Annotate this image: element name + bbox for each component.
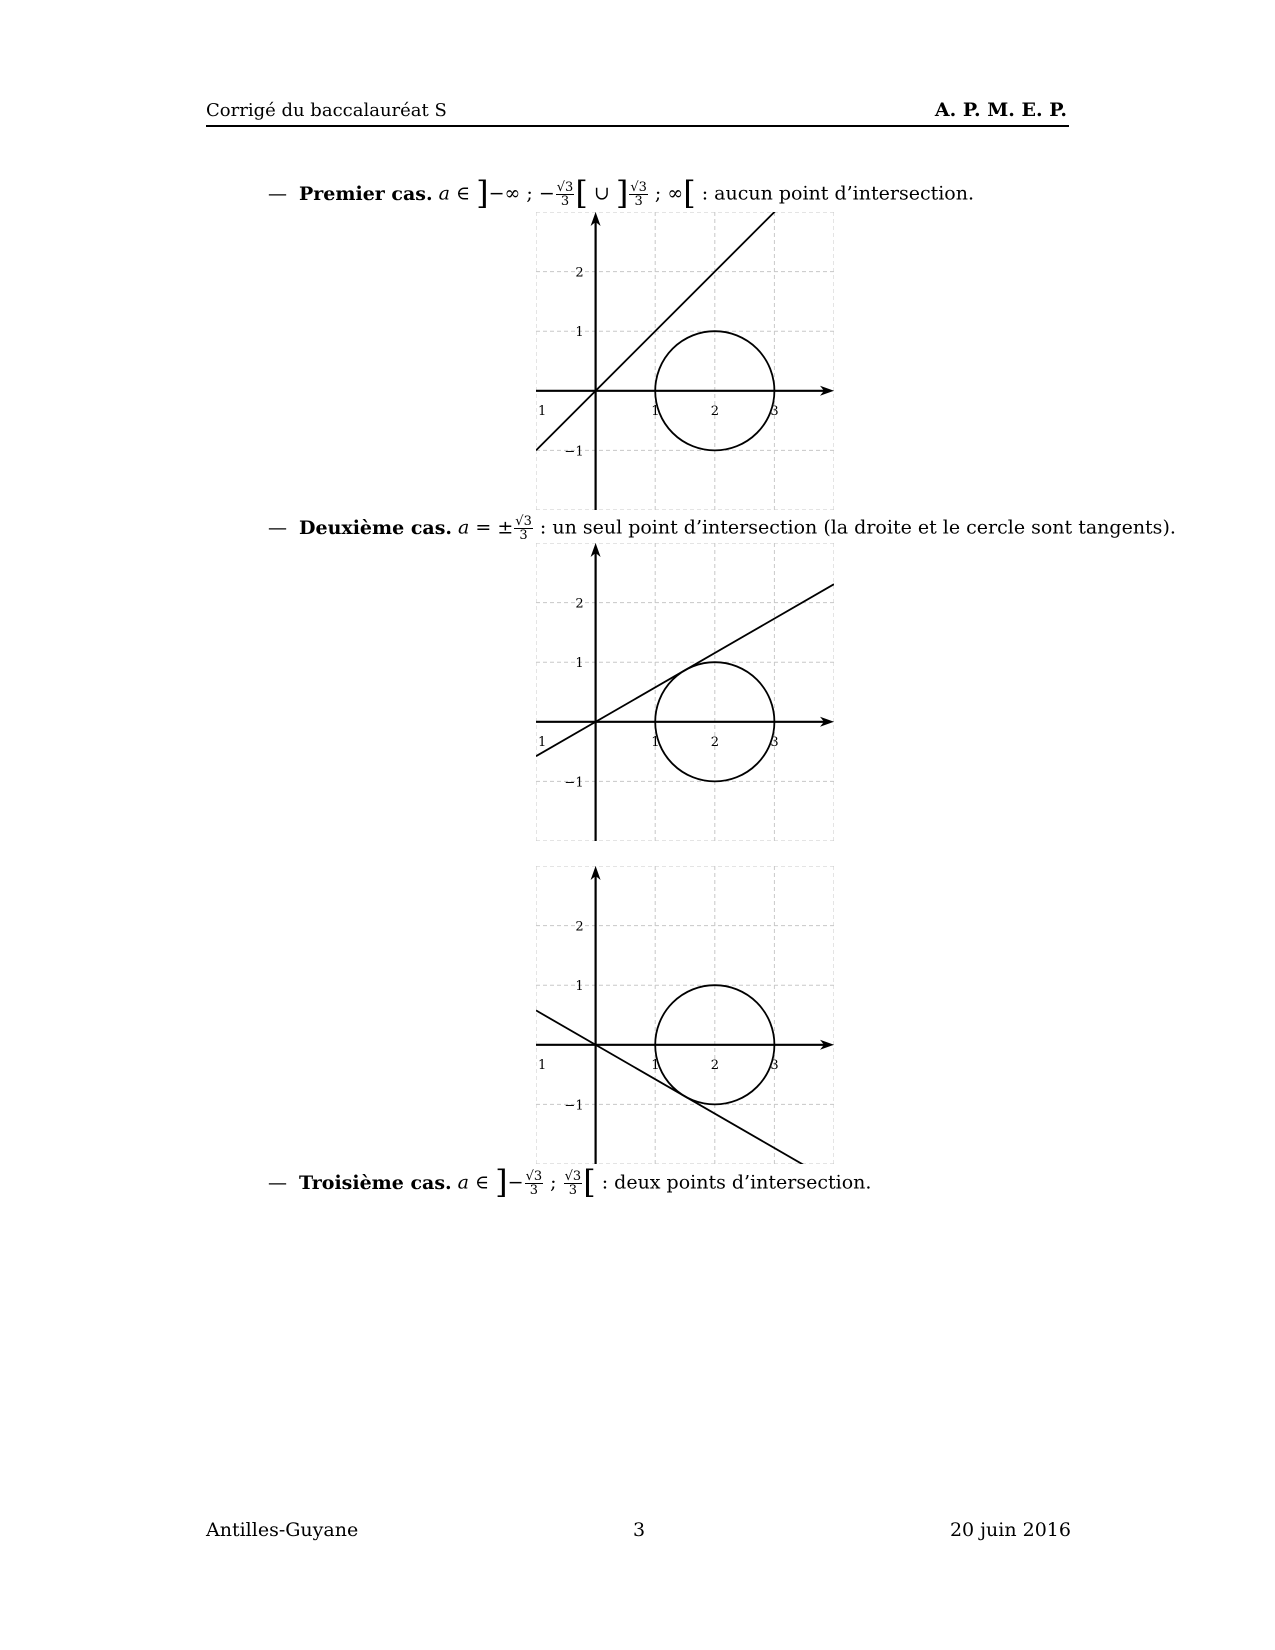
case-1-var: a: [438, 182, 450, 205]
y-tick-label: −1: [564, 444, 584, 460]
case-3-close1: [: [583, 1162, 596, 1201]
x-tick-label: 2: [710, 734, 720, 750]
x-tick-label: 3: [770, 1057, 779, 1073]
case-2-frac-num: √3: [515, 514, 532, 529]
case-2-label: Deuxième cas.: [299, 516, 453, 539]
case-3-line: [268, 1162, 872, 1201]
case-1-close1: [: [575, 173, 588, 212]
case-3-label: Troisième cas.: [299, 1171, 452, 1194]
footer-page-number: 3: [633, 1519, 646, 1541]
case-3-open1: ]: [495, 1162, 508, 1201]
x-tick-label: 1: [538, 403, 547, 419]
x-tick-label: 1: [651, 403, 660, 419]
case-2-line: [268, 515, 1176, 542]
case-2-frac: [514, 515, 533, 542]
case-3-frac2: [564, 1170, 583, 1197]
case-3-frac2-num: √3: [564, 1169, 582, 1184]
footer-location: Antilles-Guyane: [206, 1519, 359, 1541]
case-1-dash: —: [268, 182, 287, 205]
x-tick-label: 2: [710, 403, 720, 419]
figure-1: [536, 212, 834, 510]
case-1-label: Premier cas.: [299, 182, 433, 205]
case-1-sep2: ; ∞: [648, 182, 684, 205]
case-3-conclusion: : deux points d’intersection.: [601, 1171, 872, 1194]
case-1-frac1-num: √3: [556, 180, 574, 195]
case-1-frac1: [556, 181, 575, 208]
case-2-dash: —: [268, 516, 287, 539]
case-3-var: a: [457, 1171, 469, 1194]
case-1-close2: [: [683, 173, 696, 212]
case-1-open1: ]: [476, 173, 489, 212]
case-1-line: [268, 173, 975, 212]
figure-2: [536, 543, 834, 841]
y-tick-label: 1: [575, 979, 584, 995]
x-tick-label: 1: [651, 734, 660, 750]
case-3-minus: −: [507, 1171, 524, 1194]
case-3-sep: ;: [544, 1171, 563, 1194]
figure-3-svg: [536, 866, 834, 1164]
x-tick-label: 1: [538, 1057, 547, 1073]
case-3-dash: —: [268, 1171, 287, 1194]
header-org: A. P. M. E. P.: [934, 99, 1067, 121]
case-3-frac1-num: √3: [525, 1169, 543, 1184]
case-1-frac1-den: 3: [560, 194, 570, 209]
case-1-frac2-num: √3: [630, 180, 647, 195]
case-1-conclusion: : aucun point d’intersection.: [701, 182, 975, 205]
case-2-rel: = ±: [475, 516, 514, 539]
figure-3: [536, 866, 834, 1164]
header-rule: [206, 125, 1069, 127]
y-tick-label: 1: [575, 325, 584, 341]
line-y-eq-ax: [536, 1010, 834, 1164]
x-tick-label: 3: [770, 734, 779, 750]
header-title: Corrigé du baccalauréat S: [206, 100, 447, 121]
x-tick-label: 1: [651, 1057, 660, 1073]
y-tick-label: 1: [575, 656, 584, 672]
y-tick-label: −1: [564, 775, 584, 791]
y-tick-label: 2: [575, 919, 584, 935]
case-2-conclusion: : un seul point d’intersection (la droite et le cercle sont tangents).: [539, 516, 1176, 539]
figure-2-svg: [536, 543, 834, 841]
case-3-frac1-den: 3: [529, 1183, 538, 1198]
case-1-union: ∪: [593, 182, 610, 205]
case-1-rel: ∈: [456, 182, 471, 205]
y-tick-label: 2: [575, 596, 584, 612]
y-tick-label: 2: [575, 265, 584, 281]
case-1-frac2: [629, 181, 648, 208]
case-2-var: a: [458, 516, 470, 539]
x-tick-label: 3: [770, 403, 779, 419]
case-3-frac1: [525, 1170, 544, 1197]
figure-1-svg: [536, 212, 834, 510]
case-3-rel: ∈: [475, 1171, 490, 1194]
case-2-frac-den: 3: [519, 528, 528, 543]
x-tick-label: 2: [710, 1057, 720, 1073]
case-3-frac2-den: 3: [568, 1183, 578, 1198]
case-1-frac2-den: 3: [634, 194, 643, 209]
y-tick-label: −1: [564, 1098, 584, 1114]
case-1-open2: ]: [615, 173, 629, 212]
footer-date: 20 juin 2016: [949, 1519, 1071, 1541]
case-1-neg-inf: −∞ ; −: [488, 182, 555, 205]
x-tick-label: 1: [538, 734, 547, 750]
